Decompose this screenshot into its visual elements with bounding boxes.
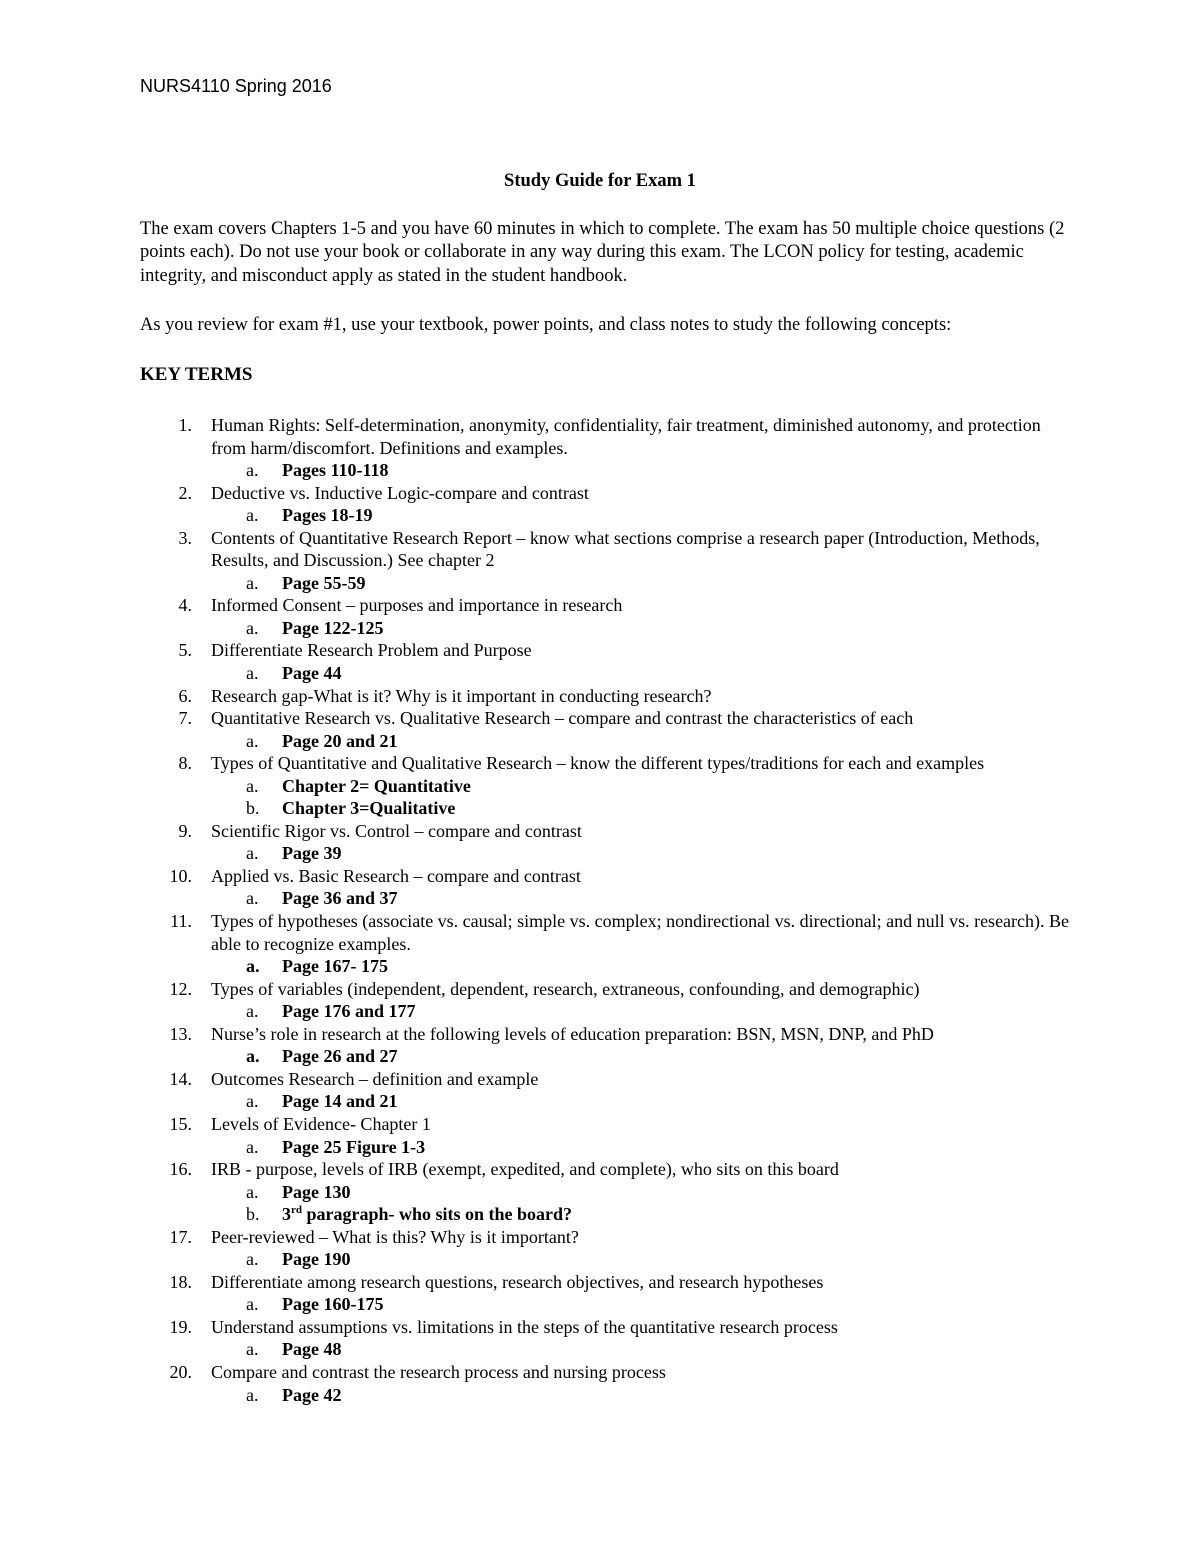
sub-item-text-main: Page 26 and 27 [282,1046,398,1067]
sub-item-text-main: Page 167- 175 [282,956,388,977]
sub-item [0,572,1200,595]
sub-item-text [282,1293,383,1316]
list-item-text: Levels of Evidence- Chapter 1 [211,1113,431,1134]
list-item-text: IRB - purpose, levels of IRB (exempt, expedited, and complete), who sits on this board [211,1159,839,1180]
list-item-number: 7. [178,708,192,729]
sub-item [0,1136,1200,1159]
sub-item-letter: a. [246,1181,259,1202]
list-item-number: 5. [178,640,192,661]
sub-item-text [282,504,372,527]
sub-item-text [282,887,398,910]
list-item-text: Outcomes Research – definition and example [211,1068,539,1089]
sub-item-text [282,1000,416,1023]
list-item-number: 20. [169,1361,192,1382]
sub-item-text [282,797,455,820]
sub-item-text-main: Page 44 [282,663,342,684]
sub-item-letter: a. [246,888,259,909]
list-item-number: 16. [169,1159,192,1180]
sub-item-text [282,617,383,640]
list-item [0,685,1200,708]
sub-item-text-main: Page 48 [282,1339,342,1360]
course-header: NURS4110 Spring 2016 [140,76,332,96]
sub-item-letter: b. [246,798,260,819]
list-item-text: Differentiate among research questions, research objectives, and research hypotheses [211,1271,824,1292]
sub-item-text-main: Page 14 and 21 [282,1091,398,1112]
sub-item [0,1203,1200,1226]
list-item [0,1158,1200,1181]
sub-item-text-main: Page 25 Figure 1-3 [282,1136,426,1157]
list-item-text: Research gap-What is it? Why is it important in conducting research? [211,685,712,706]
sub-item-text [282,1090,398,1113]
sub-item-letter: a. [246,572,259,593]
sub-item-text [282,1338,341,1361]
sub-item-letter: a. [246,1294,259,1315]
list-item-text: Scientific Rigor vs. Control – compare and contrast [211,820,582,841]
sub-item-text [282,1384,341,1407]
sub-item [0,1338,1200,1361]
list-item-text: Nurse’s role in research at the following levels of education preparation: BSN, MSN, DNP, and PhD [211,1023,934,1044]
sub-item-text-main: Chapter 3=Qualitative [282,798,456,819]
sub-item [0,1181,1200,1204]
sub-item-text-continued: paragraph- who sits on the board? [302,1204,573,1225]
sub-item-text-main: Page 122-125 [282,617,384,638]
list-item-text: Types of Quantitative and Qualitative Research – know the different types/traditions for each and examples [211,753,985,774]
sub-item-text [282,1045,398,1068]
list-item-number: 12. [169,978,192,999]
list-item-number: 18. [169,1271,192,1292]
sub-item [0,1293,1200,1316]
sub-item-text-main: Pages 18-19 [282,505,373,526]
sub-item [0,842,1200,865]
list-item [0,910,1200,955]
list-item [0,707,1200,730]
sub-item-letter: a. [246,1001,259,1022]
sub-item [0,1000,1200,1023]
sub-item-letter: a. [246,1091,259,1112]
sub-item [0,1248,1200,1271]
sub-item [0,1090,1200,1113]
list-item-text: Types of variables (independent, dependent, research, extraneous, confounding, and demographic) [211,978,920,999]
ordinal-superscript: rd [291,1204,302,1217]
sub-item [0,1045,1200,1068]
list-item-text: Deductive vs. Inductive Logic-compare and contrast [211,482,589,503]
sub-item-text-main: Page 20 and 21 [282,730,398,751]
sub-item-text-main: Page 176 and 177 [282,1001,416,1022]
list-item [0,1023,1200,1046]
sub-item-text-main: Pages 110-118 [282,460,389,481]
key-terms-list [0,414,1200,1406]
list-item [0,1361,1200,1384]
list-item-text: Informed Consent – purposes and importance in research [211,595,623,616]
sub-item-text-main: Chapter 2= Quantitative [282,775,471,796]
list-item-number: 13. [169,1023,192,1044]
sub-item-text-main: Page 190 [282,1249,351,1270]
sub-item [0,887,1200,910]
list-item-number: 11. [170,911,192,932]
sub-item-text-main: Page 39 [282,843,342,864]
exam-overview-paragraph: The exam covers Chapters 1-5 and you have 60 minutes in which to complete. The exam has 50 multiple choice questions (2 points each). Do not use your book or collaborate in any way during this exam. The LCON policy for testing, academic integrity, and misconduct apply as stated in the student handbook. [140,219,1065,286]
sub-item-letter: a. [246,1339,259,1360]
list-item-text: Human Rights: Self-determination, anonymity, confidentiality, fair treatment, diminished autonomy, and protection from harm/discomfort. Definitions and examples. [211,415,1041,458]
list-item-text: Understand assumptions vs. limitations in the steps of the quantitative research process [211,1316,838,1337]
list-item-text: Types of hypotheses (associate vs. causal; simple vs. complex; nondirectional vs. directional; and null vs. research). Be able to recognize examples. [211,911,1070,954]
sub-item [0,775,1200,798]
sub-item [0,955,1200,978]
sub-item-letter: a. [246,1249,259,1270]
sub-item-text-main: 3 [282,1204,291,1225]
list-item-number: 19. [169,1316,192,1337]
sub-item-text [282,775,471,798]
sub-item [0,662,1200,685]
list-item-number: 1. [178,415,192,435]
sub-item-text-main: Page 160-175 [282,1294,384,1315]
sub-item [0,730,1200,753]
sub-item-text [282,459,389,482]
list-item [0,820,1200,843]
list-item-number: 15. [169,1113,192,1134]
list-item [0,865,1200,888]
list-item [0,527,1200,572]
sub-item-letter: a. [246,1384,259,1405]
sub-item-letter: a. [246,505,259,526]
sub-item-letter: a. [246,663,259,684]
sub-item-text [282,730,398,753]
sub-item-letter: a. [246,617,259,638]
sub-item [0,459,1200,482]
list-item-text: Applied vs. Basic Research – compare and contrast [211,865,581,886]
sub-item-letter: a. [246,843,259,864]
list-item [0,978,1200,1001]
document-title: Study Guide for Exam 1 [504,171,696,191]
sub-item-letter: a. [246,956,260,977]
sub-item-letter: a. [246,460,259,481]
list-item-number: 10. [169,865,192,886]
list-item-number: 17. [169,1226,192,1247]
list-item [0,1113,1200,1136]
list-item [0,414,1200,459]
key-terms-heading: KEY TERMS [140,364,253,385]
sub-item [0,617,1200,640]
sub-item-text [282,1203,572,1226]
list-item-number: 3. [178,527,192,548]
sub-item-text-main: Page 42 [282,1384,342,1405]
list-item [0,1226,1200,1249]
list-item-number: 8. [178,753,192,774]
sub-item-text-main: Page 130 [282,1181,351,1202]
sub-item-text [282,955,388,978]
list-item [0,1271,1200,1294]
list-item-number: 9. [178,820,192,841]
list-item-number: 2. [178,482,192,503]
list-item [0,639,1200,662]
list-item-number: 4. [178,595,192,616]
sub-item [0,1384,1200,1407]
list-item [0,752,1200,775]
sub-item-letter: a. [246,730,259,751]
sub-item-text-main: Page 36 and 37 [282,888,398,909]
sub-item-text [282,572,365,595]
list-item [0,1316,1200,1339]
sub-item-text-main: Page 55-59 [282,572,366,593]
list-item-number: 6. [178,685,192,706]
sub-item-letter: a. [246,1136,259,1157]
list-item-text: Compare and contrast the research process and nursing process [211,1361,666,1382]
sub-item-text [282,1136,425,1159]
list-item [0,482,1200,505]
list-item-text: Quantitative Research vs. Qualitative Research – compare and contrast the characteristics of each [211,708,914,729]
list-item-text: Peer-reviewed – What is this? Why is it important? [211,1226,579,1247]
sub-item-letter: a. [246,1046,260,1067]
sub-item-letter: a. [246,775,259,796]
list-item-number: 14. [169,1068,192,1089]
sub-item-letter: b. [246,1204,260,1225]
sub-item-text [282,842,341,865]
sub-item [0,797,1200,820]
sub-item-text [282,1181,350,1204]
list-item [0,1068,1200,1091]
list-item-text: Differentiate Research Problem and Purpose [211,640,532,661]
list-item [0,594,1200,617]
review-instructions-paragraph: As you review for exam #1, use your textbook, power points, and class notes to study the following concepts: [140,315,952,335]
list-item-text: Contents of Quantitative Research Report – know what sections comprise a research paper (Introduction, Methods, Results, and Discussion.) See chapter 2 [211,527,1040,571]
sub-item-text [282,662,341,685]
sub-item [0,504,1200,527]
sub-item-text [282,1248,350,1271]
